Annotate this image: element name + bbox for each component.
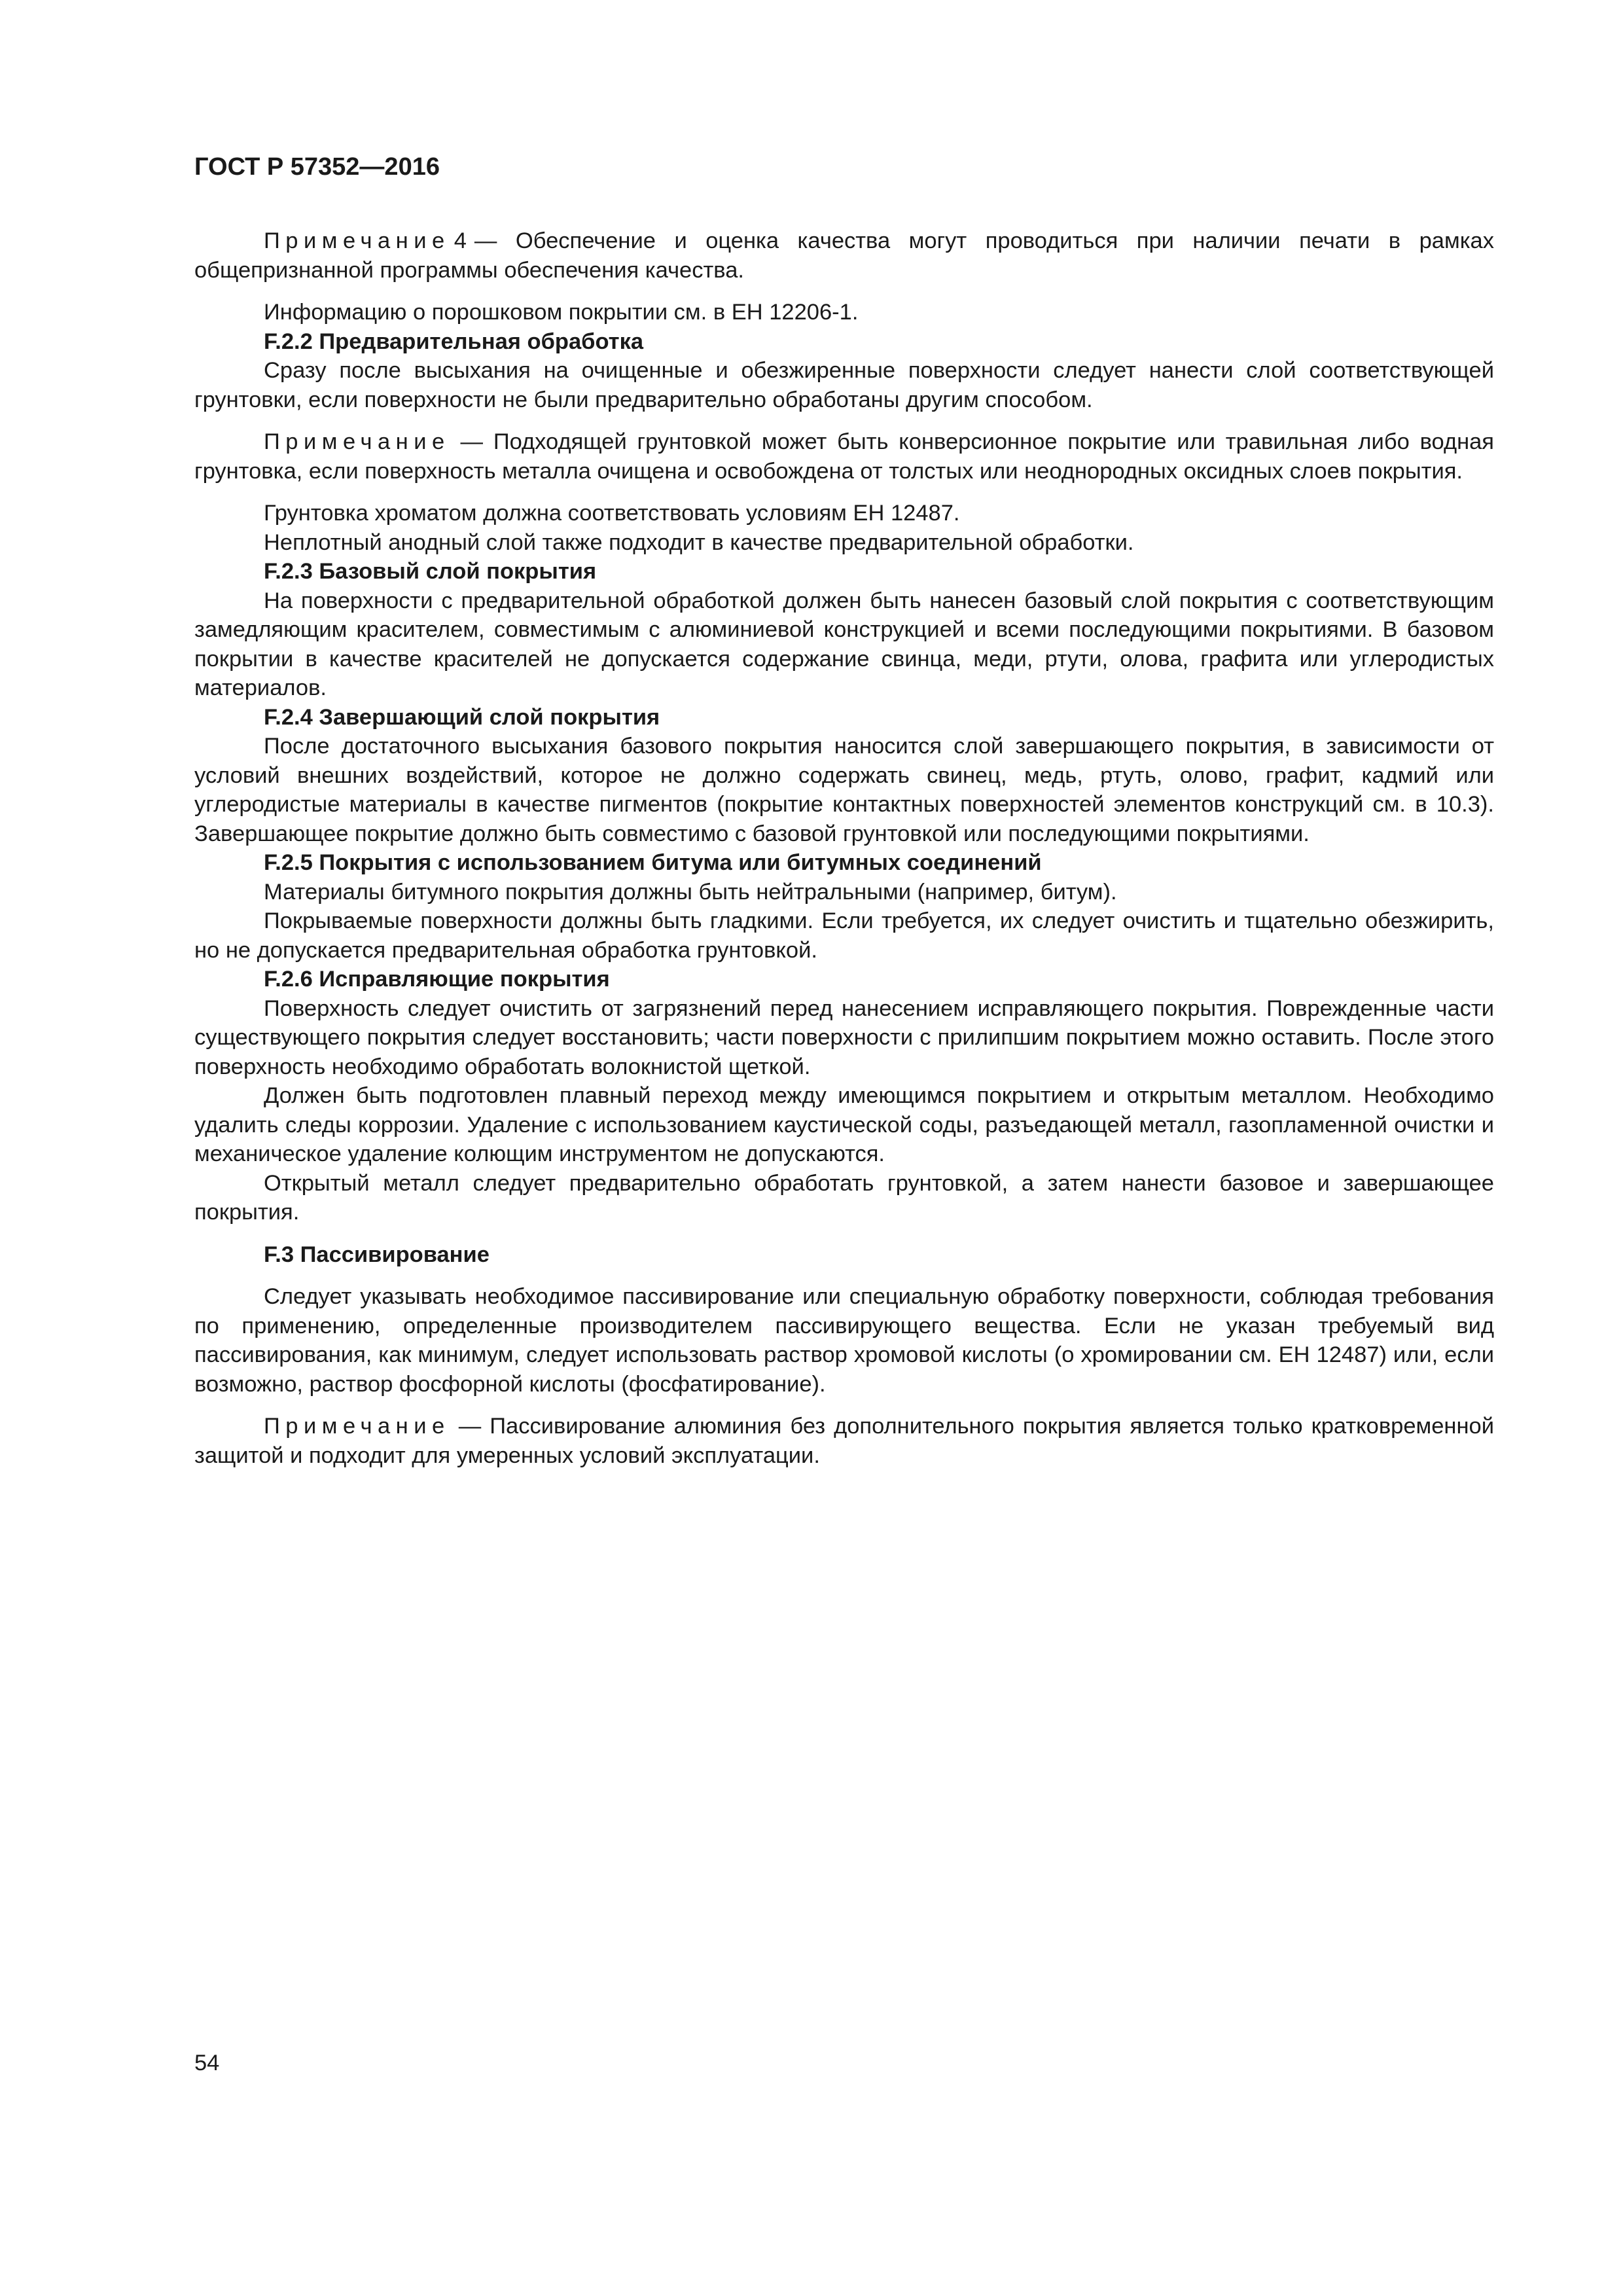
paragraph-f22-1: Сразу после высыхания на очищенные и обезжиренные поверхности следует нанести слой соответствующей грунтовки, если поверхности не были предварительно обработаны другим способом. (194, 358, 1494, 412)
document-body (194, 226, 1494, 1470)
heading-f-3: F.3 Пассивирование (264, 1242, 490, 1267)
heading-f-2-3: F.2.3 Базовый слой покрытия (264, 559, 597, 584)
paragraph-f23-1: На поверхности с предварительной обработкой должен быть нанесен базовый слой покрытия с соответствующим замедляющим красителем, совместимым с алюминиевой конструкцией и всеми последующими покрытиями. В базовом покрытии в качестве красителей не допускается содержание свинца, меди, ртути, олова, графита или углеродистых материалов. (194, 588, 1494, 700)
note-f3 (194, 1412, 1494, 1470)
note-label: Примечание (264, 1414, 450, 1439)
paragraph-f22-2: Грунтовка хроматом должна соответствовать условиям ЕН 12487. (264, 501, 960, 526)
note-text: — Обеспечение и оценка качества могут проводиться при наличии печати в рамках общепризнанной программы обеспечения качества. (194, 228, 1494, 283)
heading-f-2-5: F.2.5 Покрытия с использованием битума или битумных соединений (264, 850, 1042, 875)
paragraph-f3-1: Следует указывать необходимое пассивирование или специальную обработку поверхности, соблюдая требования по применению, определенные производителем пассивирующего вещества. Если не указан требуемый вид пассивирования, как минимум, следует использовать раствор хромовой кислоты (о хромировании см. ЕН 12487) или, если возможно, раствор фосфорной кислоты (фосфатирование). (194, 1284, 1494, 1397)
heading-f-2-2: F.2.2 Предварительная обработка (264, 329, 644, 354)
note-label: Примечание (264, 228, 450, 253)
note-f22 (194, 427, 1494, 486)
heading-f-2-4: F.2.4 Завершающий слой покрытия (264, 704, 660, 730)
document-header-id: ГОСТ Р 57352—2016 (194, 153, 440, 181)
note-text: — Подходящей грунтовкой может быть конверсионное покрытие или травильная либо водная грунтовка, если поверхность металла очищена и освобождена от толстых или неоднородных оксидных слоев покрытия. (194, 429, 1494, 484)
paragraph-f26-1: Поверхность следует очистить от загрязнений перед нанесением исправляющего покрытия. Поврежденные части существующего покрытия следует восстановить; части поверхности с прилипшим покрытием можно оставить. После этого поверхность необходимо обработать волокнистой щеткой. (194, 996, 1494, 1079)
paragraph-powder-coating: Информацию о порошковом покрытии см. в ЕН 12206-1. (264, 300, 859, 325)
paragraph-f25-2: Покрываемые поверхности должны быть гладкими. Если требуется, их следует очистить и тщательно обезжирить, но не допускается предварительная обработка грунтовкой. (194, 908, 1494, 963)
note-4 (194, 226, 1494, 285)
paragraph-f26-2: Должен быть подготовлен плавный переход между имеющимся покрытием и открытым металлом. Необходимо удалить следы коррозии. Удаление с использованием каустической соды, разъедающей металл, газопламенной очистки и механическое удаление колющим инструментом не допускаются. (194, 1083, 1494, 1166)
note-number: 4 (454, 228, 467, 253)
paragraph-f25-1: Материалы битумного покрытия должны быть нейтральными (например, битум). (264, 879, 1117, 905)
note-label: Примечание (264, 429, 450, 454)
paragraph-f24-1: После достаточного высыхания базового покрытия наносится слой завершающего покрытия, в зависимости от условий внешних воздействий, которое не должно содержать свинец, медь, ртуть, олово, графит, кадмий или углеродистые материалы в качестве пигментов (покрытие контактных поверхностей элементов конструкций см. в 10.3). Завершающее покрытие должно быть совместимо с базовой грунтовкой или последующими покрытиями. (194, 734, 1494, 846)
heading-f-2-6: F.2.6 Исправляющие покрытия (264, 967, 610, 992)
paragraph-f26-3: Открытый металл следует предварительно обработать грунтовкой, а затем нанести базовое и завершающее покрытия. (194, 1170, 1494, 1225)
document-page (194, 0, 1494, 2296)
page-number: 54 (194, 2051, 220, 2075)
note-text: — Пассивирование алюминия без дополнительного покрытия является только кратковременной защитой и подходит для умеренных условий эксплуатации. (194, 1414, 1494, 1468)
paragraph-f22-3: Неплотный анодный слой также подходит в качестве предварительной обработки. (264, 529, 1134, 555)
